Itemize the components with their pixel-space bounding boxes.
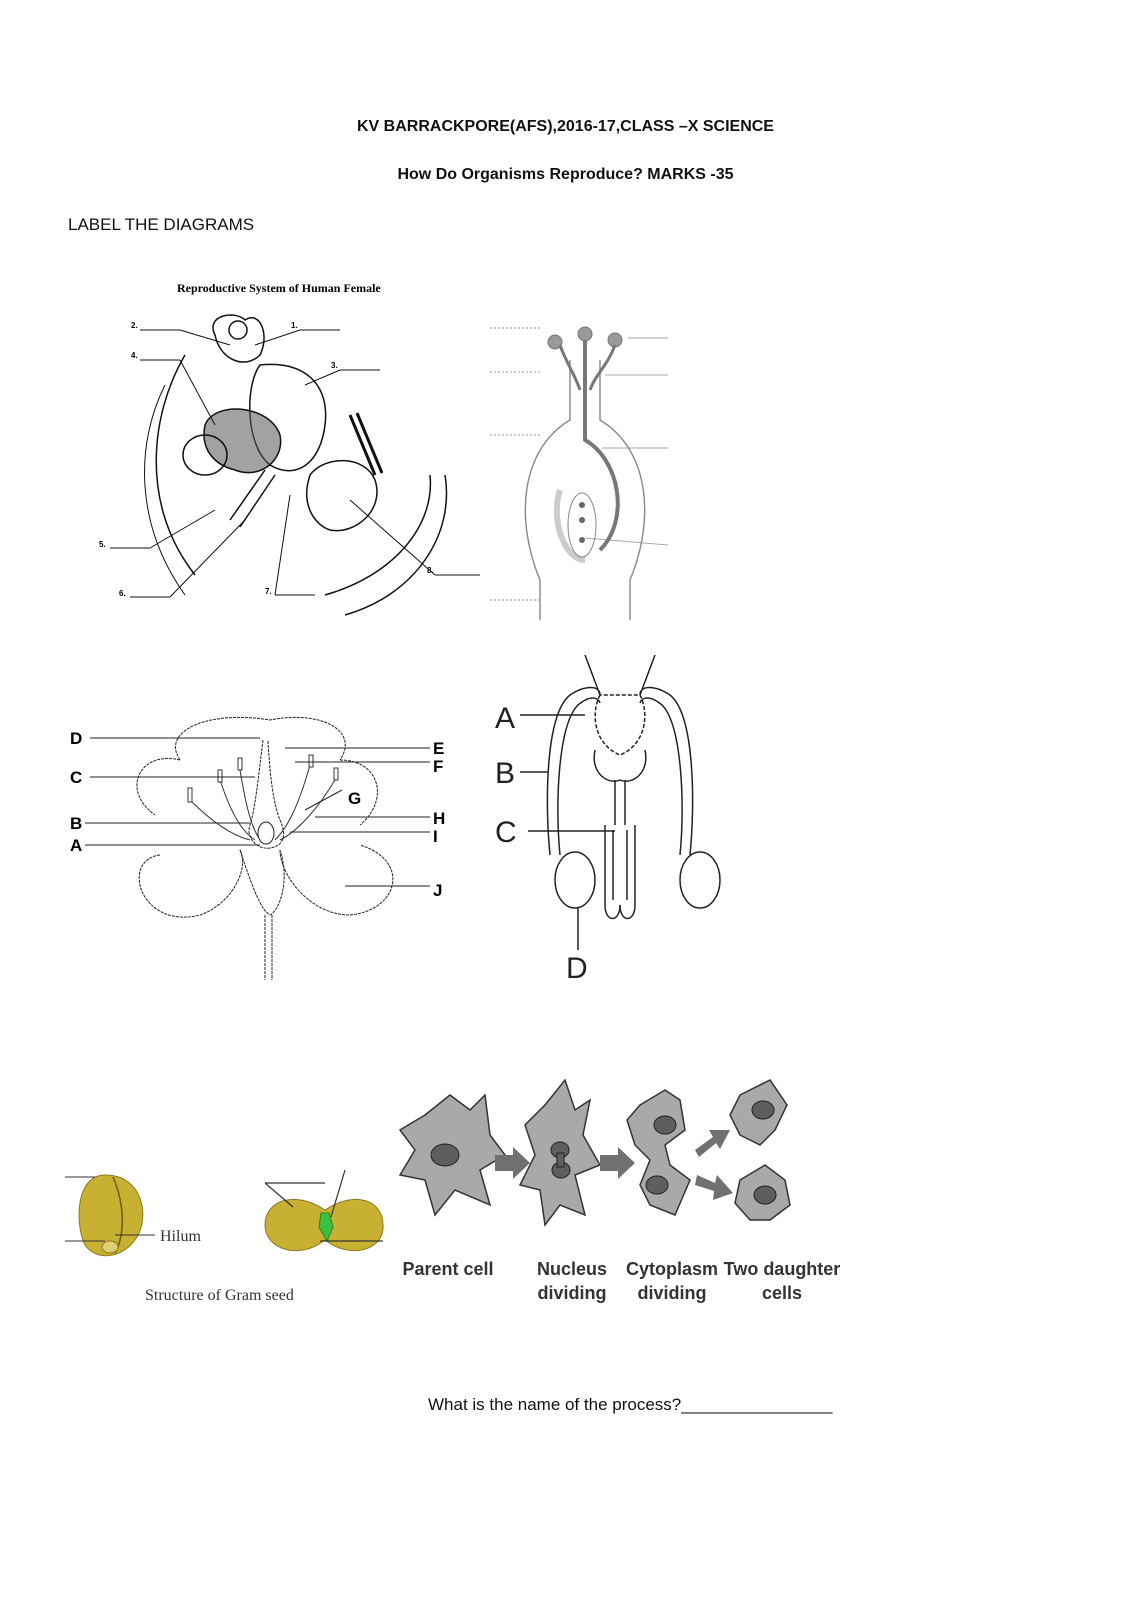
male-reproductive-diagram (490, 655, 750, 995)
step-parent-line1: Parent cell (402, 1259, 494, 1279)
female-diagram-title: Reproductive System of Human Female (177, 281, 381, 295)
hilum-label: Hilum (160, 1228, 201, 1245)
flower-label-e: E (433, 739, 445, 758)
process-question: What is the name of the process?________________ (428, 1395, 833, 1414)
flower-label-b: B (70, 814, 83, 833)
cytoplasm-dividing-cell (627, 1090, 690, 1215)
male-label-d: D (566, 952, 588, 985)
step-nucleus-line2: dividing (537, 1283, 607, 1303)
page-title: KV BARRACKPORE(AFS),2016-17,CLASS –X SCIENCE (357, 118, 774, 135)
flower-label-i: I (433, 827, 438, 846)
female-label-3: 3. (331, 361, 338, 370)
female-label-8: 8. (427, 566, 434, 575)
flower-label-j: J (433, 881, 443, 900)
male-label-c: C (495, 816, 517, 849)
section-label: LABEL THE DIAGRAMS (68, 215, 255, 234)
female-label-1: 1. (291, 321, 298, 330)
female-reproductive-diagram (95, 275, 495, 625)
female-label-4: 4. (131, 351, 138, 360)
page-subtitle: How Do Organisms Reproduce? MARKS -35 (397, 166, 734, 183)
flower-label-h: H (433, 809, 446, 828)
flower-label-a: A (70, 836, 83, 855)
step-daughter-line2: cells (761, 1283, 803, 1303)
female-label-5: 5. (99, 540, 106, 549)
step-cytoplasm-line1: Cytoplasm (625, 1259, 719, 1279)
male-label-a: A (495, 702, 516, 735)
female-label-6: 6. (119, 589, 126, 598)
step-nucleus-line1: Nucleus (536, 1259, 608, 1279)
step-cytoplasm-line2: dividing (637, 1283, 707, 1303)
seed-caption: Structure of Gram seed (145, 1287, 294, 1304)
flower-label-d: D (70, 729, 83, 748)
pistil-diagram (490, 320, 680, 630)
arrow-2 (600, 1147, 635, 1179)
arrow-3b (695, 1175, 733, 1200)
flower-label-c: C (70, 768, 83, 787)
arrow-3a (695, 1130, 730, 1157)
female-label-2: 2. (131, 321, 138, 330)
flower-diagram (60, 700, 460, 990)
step-daughter-line1: Two daughter (723, 1259, 841, 1279)
female-label-7: 7. (265, 587, 272, 596)
flower-label-f: F (433, 757, 444, 776)
male-label-b: B (495, 757, 516, 790)
flower-label-g: G (348, 789, 362, 808)
gram-seed-diagram (65, 1165, 395, 1310)
binary-fission-diagram (395, 1075, 845, 1315)
